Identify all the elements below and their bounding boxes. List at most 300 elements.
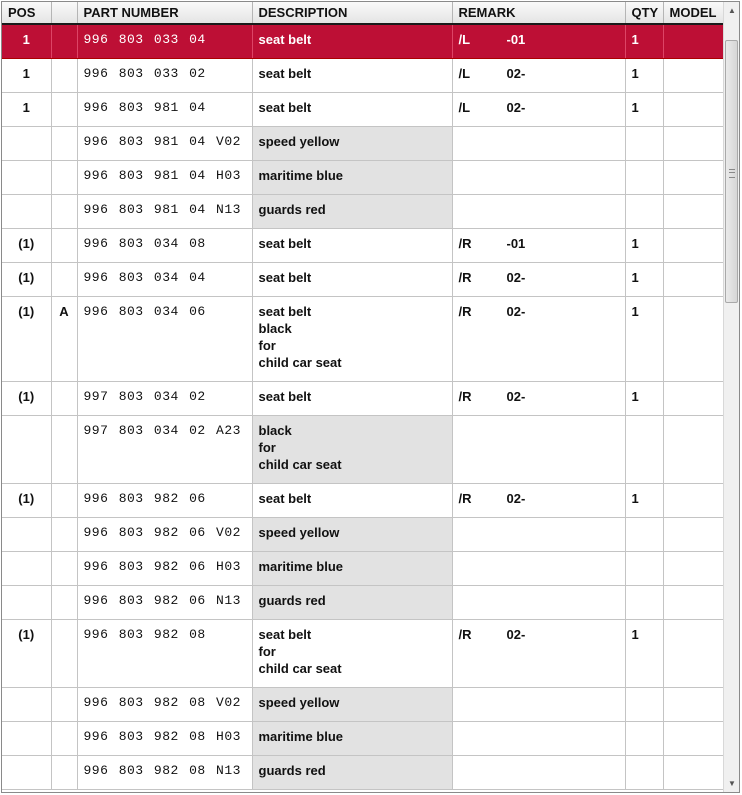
qty-cell — [625, 381, 663, 415]
pos-cell-text: (1) — [18, 626, 35, 642]
model-cell — [663, 262, 723, 296]
model-cell — [663, 721, 723, 755]
description-line: seat belt — [258, 32, 312, 47]
variant-cell-text — [52, 59, 77, 69]
variant-cell — [51, 585, 77, 619]
table-row[interactable] — [2, 517, 723, 551]
pos-cell — [2, 58, 51, 92]
description-line: seat belt — [258, 626, 312, 642]
model-cell-text — [670, 263, 717, 273]
description-line: seat belt — [258, 490, 312, 506]
model-cell — [663, 483, 723, 517]
model-cell — [663, 228, 723, 262]
qty-cell — [625, 296, 663, 381]
pos-cell-text: (1) — [18, 388, 35, 404]
pos-cell — [2, 517, 51, 551]
remark-side: /R — [458, 490, 472, 506]
model-cell — [663, 517, 723, 551]
variant-cell — [51, 296, 77, 381]
qty-cell-text: 1 — [631, 269, 639, 285]
model-cell-text — [670, 688, 717, 698]
pos-cell-text: (1) — [18, 490, 35, 506]
variant-cell-text — [52, 688, 77, 698]
remark-cell — [452, 551, 625, 585]
pos-cell — [2, 381, 51, 415]
variant-cell-text — [52, 161, 77, 171]
part-number-cell-text: 996 803 981 04 N13 — [83, 201, 241, 217]
pos-cell-text: (1) — [18, 303, 35, 319]
remark-side: /R — [458, 269, 472, 285]
description-cell — [252, 228, 452, 262]
description-cell — [252, 687, 452, 721]
part-number-cell-text: 997 803 034 02 A23 — [83, 422, 241, 438]
model-cell — [663, 619, 723, 687]
model-cell-text — [670, 586, 717, 596]
part-number-cell — [77, 687, 252, 721]
parts-table-viewport — [2, 2, 723, 792]
qty-cell-text — [632, 127, 657, 137]
qty-cell-text — [632, 552, 657, 562]
qty-cell-text: 1 — [631, 235, 639, 251]
thumb-grip-icon — [729, 169, 735, 178]
qty-cell-text — [632, 416, 657, 426]
variant-cell — [51, 92, 77, 126]
remark-model-range: 02- — [506, 65, 526, 81]
table-row[interactable] — [2, 160, 723, 194]
qty-cell — [625, 262, 663, 296]
variant-cell — [51, 58, 77, 92]
table-row[interactable] — [2, 721, 723, 755]
description-cell — [252, 92, 452, 126]
part-number-cell-text: 996 803 981 04 H03 — [83, 167, 241, 183]
qty-cell-text — [632, 518, 657, 528]
remark-cell — [452, 126, 625, 160]
description-cell — [252, 194, 452, 228]
variant-cell — [51, 619, 77, 687]
description-line: guards red — [258, 592, 326, 608]
qty-cell-text: 1 — [631, 32, 639, 47]
model-cell-text — [670, 195, 717, 205]
part-number-cell — [77, 483, 252, 517]
variant-cell — [51, 755, 77, 789]
remark-cell — [452, 296, 625, 381]
variant-cell — [51, 687, 77, 721]
remark-side: /R — [458, 235, 472, 251]
variant-cell-text — [52, 552, 77, 562]
part-number-cell — [77, 228, 252, 262]
description-cell — [252, 721, 452, 755]
variant-cell — [51, 551, 77, 585]
remark-cell — [452, 194, 625, 228]
table-row[interactable] — [2, 296, 723, 381]
part-number-cell — [77, 619, 252, 687]
remark-model-range: 02- — [506, 99, 526, 115]
model-cell-text — [670, 161, 717, 171]
pos-cell — [2, 585, 51, 619]
scrollbar-thumb[interactable] — [725, 40, 738, 303]
pos-cell — [2, 755, 51, 789]
description-cell — [252, 619, 452, 687]
description-line: maritime blue — [258, 558, 344, 574]
pos-cell — [2, 194, 51, 228]
description-cell — [252, 551, 452, 585]
model-cell-text — [670, 756, 717, 766]
qty-cell-text — [632, 161, 657, 171]
variant-cell — [51, 228, 77, 262]
table-header-row — [2, 2, 723, 24]
description-line: seat belt — [258, 235, 312, 251]
pos-cell-text — [2, 688, 51, 698]
description-line: black — [258, 320, 292, 336]
qty-cell-text — [632, 722, 657, 732]
remark-cell — [452, 517, 625, 551]
table-row[interactable] — [2, 228, 723, 262]
description-line: speed yellow — [258, 524, 340, 540]
description-cell — [252, 126, 452, 160]
qty-cell — [625, 483, 663, 517]
variant-cell — [51, 126, 77, 160]
qty-cell — [625, 585, 663, 619]
model-cell — [663, 126, 723, 160]
part-number-cell-text: 996 803 982 08 H03 — [83, 728, 241, 744]
variant-cell-text: A — [59, 303, 69, 319]
variant-cell — [51, 721, 77, 755]
variant-cell-text — [52, 722, 77, 732]
pos-cell-text — [2, 161, 51, 171]
pos-cell-text — [2, 127, 51, 137]
remark-cell — [452, 619, 625, 687]
parts-list-panel — [1, 1, 740, 793]
description-line: speed yellow — [258, 133, 340, 149]
qty-cell-text: 1 — [631, 303, 639, 319]
part-number-cell — [77, 585, 252, 619]
part-number-cell — [77, 551, 252, 585]
qty-cell-text: 1 — [631, 99, 639, 115]
model-cell-text — [670, 382, 717, 392]
variant-cell — [51, 483, 77, 517]
part-number-cell — [77, 721, 252, 755]
remark-model-range: 02- — [506, 490, 526, 506]
pos-cell — [2, 24, 51, 58]
model-cell — [663, 58, 723, 92]
model-cell-text — [670, 25, 717, 35]
qty-cell — [625, 24, 663, 58]
variant-cell — [51, 381, 77, 415]
column-header-qty[interactable]: QTY — [625, 2, 663, 24]
description-line: child car seat — [258, 354, 342, 370]
variant-cell-text — [52, 263, 77, 273]
pos-cell — [2, 415, 51, 483]
variant-cell-text — [52, 484, 77, 494]
description-cell — [252, 296, 452, 381]
qty-cell — [625, 721, 663, 755]
description-cell — [252, 483, 452, 517]
table-row[interactable] — [2, 551, 723, 585]
table-row[interactable] — [2, 619, 723, 687]
qty-cell-text — [632, 688, 657, 698]
remark-cell — [452, 483, 625, 517]
part-number-cell — [77, 755, 252, 789]
variant-cell — [51, 415, 77, 483]
vertical-scrollbar[interactable] — [723, 2, 739, 792]
pos-cell-text — [2, 722, 51, 732]
qty-cell — [625, 687, 663, 721]
variant-cell-text — [52, 93, 77, 103]
part-number-cell-text: 996 803 033 04 — [83, 32, 206, 47]
model-cell-text — [670, 229, 717, 239]
qty-cell — [625, 194, 663, 228]
pos-cell-text — [2, 195, 51, 205]
part-number-cell — [77, 262, 252, 296]
part-number-cell-text: 996 803 982 08 N13 — [83, 762, 241, 778]
pos-cell-text: (1) — [18, 235, 35, 251]
description-line: seat belt — [258, 269, 312, 285]
model-cell-text — [670, 552, 717, 562]
part-number-cell-text: 996 803 982 08 V02 — [83, 694, 241, 710]
qty-cell-text — [632, 195, 657, 205]
pos-cell-text: 1 — [22, 65, 30, 81]
table-row[interactable] — [2, 381, 723, 415]
qty-cell-text: 1 — [631, 490, 639, 506]
remark-cell — [452, 262, 625, 296]
description-cell — [252, 381, 452, 415]
pos-cell-text — [2, 552, 51, 562]
pos-cell — [2, 92, 51, 126]
remark-cell — [452, 160, 625, 194]
variant-cell — [51, 160, 77, 194]
table-row[interactable] — [2, 92, 723, 126]
variant-cell — [51, 517, 77, 551]
qty-cell-text — [632, 756, 657, 766]
column-header-part-number[interactable]: PART NUMBER — [77, 2, 252, 24]
variant-cell-text — [52, 127, 77, 137]
variant-cell — [51, 262, 77, 296]
model-cell — [663, 160, 723, 194]
qty-cell — [625, 92, 663, 126]
description-cell — [252, 160, 452, 194]
description-line: seat belt — [258, 65, 312, 81]
description-line: maritime blue — [258, 728, 344, 744]
description-line: black — [258, 422, 292, 438]
qty-cell — [625, 551, 663, 585]
remark-cell — [452, 24, 625, 58]
parts-table — [2, 2, 723, 790]
model-cell-text — [670, 484, 717, 494]
variant-cell-text — [52, 195, 77, 205]
variant-cell — [51, 194, 77, 228]
qty-cell-text: 1 — [631, 65, 639, 81]
table-row[interactable] — [2, 24, 723, 58]
scroll-up-arrow-icon[interactable]: ▲ — [728, 6, 736, 15]
part-number-cell — [77, 194, 252, 228]
pos-cell-text — [2, 756, 51, 766]
model-cell — [663, 194, 723, 228]
model-cell-text — [670, 127, 717, 137]
qty-cell-text: 1 — [631, 626, 639, 642]
variant-cell-text — [52, 229, 77, 239]
model-cell-text — [670, 518, 717, 528]
pos-cell — [2, 228, 51, 262]
description-cell — [252, 415, 452, 483]
description-line: seat belt — [258, 99, 312, 115]
remark-side: /L — [458, 99, 471, 115]
pos-cell — [2, 721, 51, 755]
part-number-cell — [77, 58, 252, 92]
qty-cell — [625, 228, 663, 262]
description-line: seat belt — [258, 303, 312, 319]
variant-cell-text — [52, 518, 77, 528]
remark-cell — [452, 755, 625, 789]
scroll-down-arrow-icon[interactable]: ▼ — [728, 779, 736, 788]
model-cell-text — [670, 620, 717, 630]
description-line: maritime blue — [258, 167, 344, 183]
description-cell — [252, 24, 452, 58]
part-number-cell-text: 996 803 982 06 V02 — [83, 524, 241, 540]
part-number-cell — [77, 92, 252, 126]
pos-cell — [2, 262, 51, 296]
model-cell — [663, 687, 723, 721]
pos-cell — [2, 687, 51, 721]
remark-cell — [452, 415, 625, 483]
column-header-remark[interactable]: REMARK — [452, 2, 625, 24]
variant-cell-text — [52, 416, 77, 426]
pos-cell — [2, 160, 51, 194]
table-row[interactable] — [2, 262, 723, 296]
part-number-cell-text: 996 803 982 06 H03 — [83, 558, 241, 574]
description-line: for — [258, 337, 276, 353]
variant-cell-text — [52, 382, 77, 392]
part-number-cell — [77, 160, 252, 194]
part-number-cell-text: 996 803 034 04 — [83, 269, 206, 285]
pos-cell — [2, 551, 51, 585]
pos-cell — [2, 296, 51, 381]
pos-cell-text — [2, 416, 51, 426]
description-line: for — [258, 643, 276, 659]
column-header-model[interactable]: MODEL — [663, 2, 723, 24]
part-number-cell — [77, 415, 252, 483]
table-row[interactable] — [2, 415, 723, 483]
model-cell-text — [670, 416, 717, 426]
pos-cell — [2, 483, 51, 517]
pos-cell-text: (1) — [18, 269, 35, 285]
model-cell-text — [670, 722, 717, 732]
column-header-description[interactable]: DESCRIPTION — [252, 2, 452, 24]
model-cell — [663, 24, 723, 58]
remark-cell — [452, 58, 625, 92]
remark-model-range: 02- — [506, 269, 526, 285]
remark-side: /L — [458, 32, 471, 47]
remark-side: /R — [458, 626, 472, 642]
description-line: guards red — [258, 201, 326, 217]
pos-cell-text: 1 — [22, 32, 30, 47]
part-number-cell-text: 996 803 982 06 N13 — [83, 592, 241, 608]
description-cell — [252, 517, 452, 551]
part-number-cell — [77, 381, 252, 415]
table-row[interactable] — [2, 58, 723, 92]
remark-model-range: 02- — [506, 626, 526, 642]
model-cell-text — [670, 297, 717, 307]
remark-model-range: 02- — [506, 388, 526, 404]
pos-cell-text — [2, 518, 51, 528]
variant-cell-text — [52, 586, 77, 596]
model-cell-text — [670, 93, 717, 103]
part-number-cell-text: 996 803 034 08 — [83, 235, 206, 251]
description-cell — [252, 262, 452, 296]
remark-cell — [452, 92, 625, 126]
table-row[interactable] — [2, 585, 723, 619]
qty-cell — [625, 517, 663, 551]
remark-model-range: 02- — [506, 303, 526, 319]
variant-cell-text — [52, 25, 77, 35]
column-header-variant[interactable] — [51, 2, 77, 24]
part-number-cell — [77, 126, 252, 160]
remark-model-range: -01 — [506, 235, 526, 251]
variant-cell-text — [52, 756, 77, 766]
model-cell — [663, 296, 723, 381]
remark-cell — [452, 381, 625, 415]
table-row[interactable] — [2, 126, 723, 160]
table-row[interactable] — [2, 687, 723, 721]
remark-cell — [452, 228, 625, 262]
pos-cell — [2, 126, 51, 160]
table-row[interactable] — [2, 755, 723, 789]
part-number-cell-text: 997 803 034 02 — [83, 388, 206, 404]
description-cell — [252, 755, 452, 789]
model-cell — [663, 755, 723, 789]
remark-side: /L — [458, 65, 471, 81]
description-line: child car seat — [258, 660, 342, 676]
pos-cell — [2, 619, 51, 687]
description-cell — [252, 58, 452, 92]
description-line: speed yellow — [258, 694, 340, 710]
remark-cell — [452, 721, 625, 755]
part-number-cell-text: 996 803 981 04 — [83, 99, 206, 115]
description-line: seat belt — [258, 388, 312, 404]
variant-cell-text — [52, 620, 77, 630]
part-number-cell-text: 996 803 981 04 V02 — [83, 133, 241, 149]
remark-model-range: -01 — [506, 32, 526, 47]
part-number-cell-text: 996 803 034 06 — [83, 303, 206, 319]
model-cell — [663, 381, 723, 415]
part-number-cell-text: 996 803 033 02 — [83, 65, 206, 81]
part-number-cell-text: 996 803 982 08 — [83, 626, 206, 642]
part-number-cell — [77, 296, 252, 381]
model-cell — [663, 92, 723, 126]
qty-cell-text: 1 — [631, 388, 639, 404]
description-line: child car seat — [258, 456, 342, 472]
description-line: for — [258, 439, 276, 455]
model-cell — [663, 551, 723, 585]
column-header-pos[interactable]: POS — [2, 2, 51, 24]
qty-cell — [625, 160, 663, 194]
qty-cell — [625, 415, 663, 483]
model-cell-text — [670, 59, 717, 69]
table-row[interactable] — [2, 483, 723, 517]
pos-cell-text — [2, 586, 51, 596]
qty-cell — [625, 58, 663, 92]
remark-cell — [452, 687, 625, 721]
part-number-cell — [77, 24, 252, 58]
qty-cell — [625, 619, 663, 687]
model-cell — [663, 585, 723, 619]
remark-side: /R — [458, 303, 472, 319]
part-number-cell-text: 996 803 982 06 — [83, 490, 206, 506]
pos-cell-text: 1 — [22, 99, 30, 115]
qty-cell-text — [632, 586, 657, 596]
part-number-cell — [77, 517, 252, 551]
table-row[interactable] — [2, 194, 723, 228]
qty-cell — [625, 126, 663, 160]
